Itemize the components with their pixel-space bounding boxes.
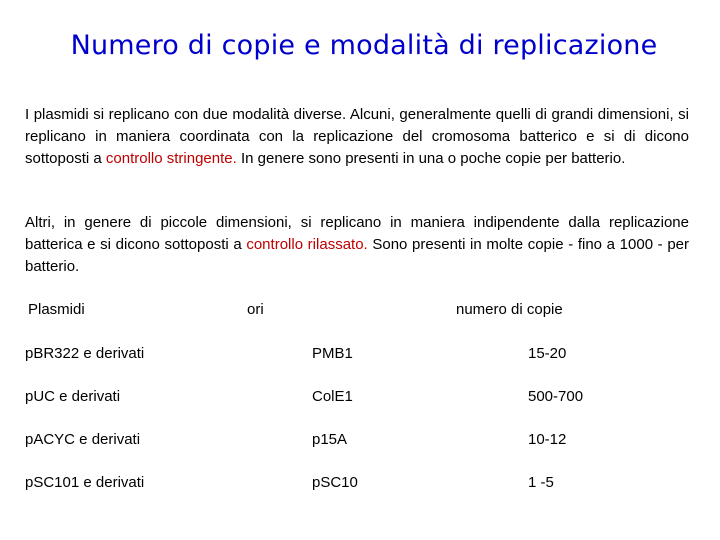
paragraph-text: I plasmidi si replicano con due modalità diverse. Alcuni, generalmente quelli di grandi dimensioni, si replicano in maniera coordinata con la replicazione del cromosoma batterico e si di dicono sottoposti a (25, 106, 689, 167)
page-title: Numero di copie e modalità di replicazione (70, 30, 658, 61)
cell-plasmid: pBR322 e derivati (25, 345, 145, 362)
cell-copies: 500-700 (528, 388, 584, 405)
highlight-relaxed: controllo rilassato. (246, 236, 368, 253)
paragraph-text: In genere sono presenti in una o poche copie per batterio. (236, 150, 626, 167)
header-copy-number: numero di copie (456, 301, 563, 318)
header-plasmidi: Plasmidi (28, 301, 85, 318)
cell-copies: 15-20 (528, 345, 567, 362)
paragraph-text: Altri, in genere di piccole dimensioni, si replicano in maniera indipendente dalla replicazione batterica e si dicono sottoposti a (25, 214, 689, 253)
cell-plasmid: pSC101 e derivati (25, 474, 145, 491)
cell-ori: p15A (312, 431, 348, 448)
cell-plasmid: pACYC e derivati (25, 431, 141, 448)
cell-copies: 10-12 (528, 431, 567, 448)
cell-plasmid: pUC e derivati (25, 388, 121, 405)
cell-copies: 1 -5 (528, 474, 554, 491)
cell-ori: ColE1 (312, 388, 353, 405)
paragraph-text: Sono presenti in molte copie - fino a 1000 - per batterio. (25, 236, 689, 275)
cell-ori: PMB1 (312, 345, 353, 362)
paragraph-relaxed (25, 212, 689, 278)
header-ori: ori (247, 301, 264, 318)
highlight-stringent: controllo stringente. (105, 150, 237, 167)
cell-ori: pSC10 (312, 474, 358, 491)
paragraph-stringent (25, 104, 689, 170)
